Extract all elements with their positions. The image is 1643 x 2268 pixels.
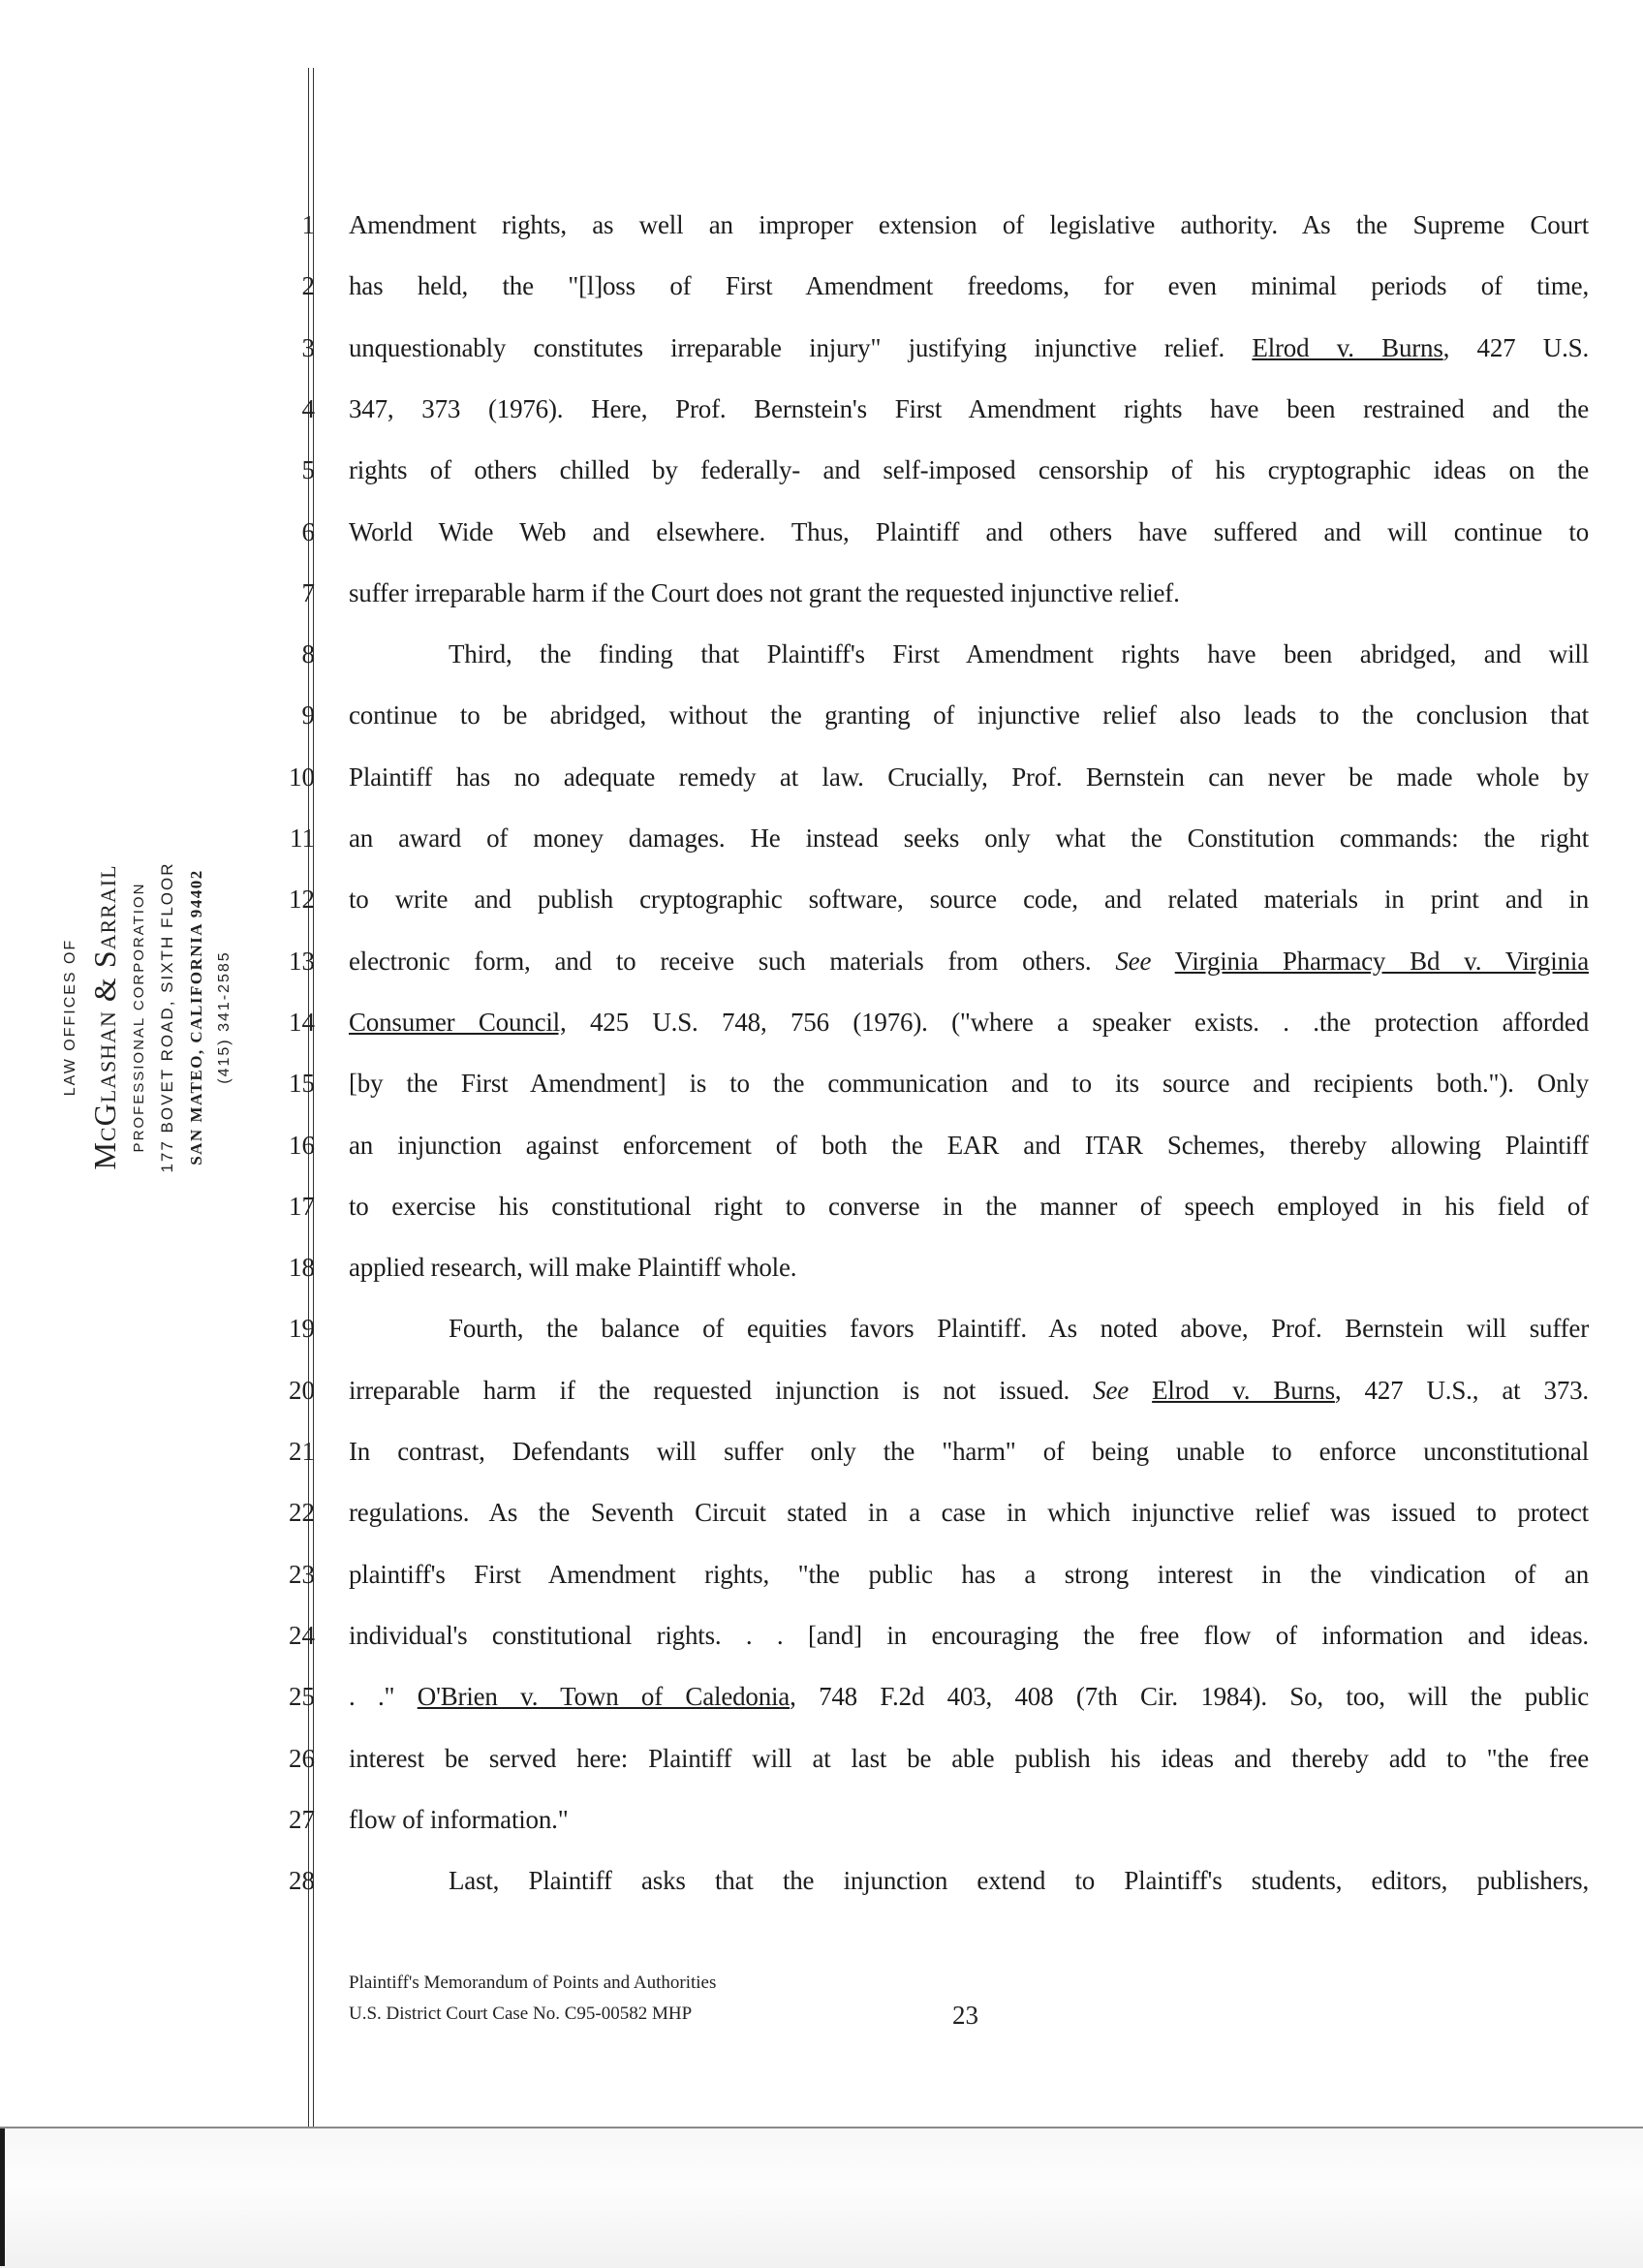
- text-run: unquestionably constitutes irreparable injury" justifying injunctive relief.: [349, 332, 1253, 362]
- line-number: 13: [289, 946, 315, 976]
- text-run: applied research, will make Plaintiff whole.: [349, 1253, 797, 1283]
- text-run: . .": [349, 1682, 418, 1712]
- text-line: [349, 1008, 1589, 1039]
- text-line: [349, 1805, 1589, 1834]
- letterhead-law-offices: LAW OFFICES OF: [62, 938, 78, 1097]
- line-number: 28: [289, 1866, 315, 1896]
- line-number: 16: [289, 1130, 315, 1160]
- text-run: Amendment rights, as well an improper extension of legislative authority. As the Supreme Court: [349, 210, 1589, 239]
- footer-case-number: U.S. District Court Case No. C95-00582 MHP: [349, 2004, 693, 2024]
- letterhead-firm-name: McGlashan & Sarrail: [87, 864, 122, 1170]
- line-number: 26: [289, 1743, 315, 1773]
- line-number: 7: [301, 577, 315, 607]
- text-line: [349, 1069, 1589, 1100]
- line-number: 12: [289, 885, 315, 915]
- text-run: to exercise his constitutional right to converse in the manner of speech employed in his field of: [349, 1191, 1589, 1221]
- signal-word: See: [1093, 1375, 1130, 1405]
- text-run: [by the First Amendment] is to the communication and to its source and recipients both."). Only: [349, 1069, 1589, 1099]
- text-run: regulations. As the Seventh Circuit stated in a case in which injunctive relief was issued to protect: [349, 1498, 1589, 1528]
- line-number: 20: [289, 1375, 315, 1405]
- line-number: 21: [289, 1437, 315, 1466]
- line-number: 15: [289, 1069, 315, 1099]
- case-citation: Elrod v. Burns: [1152, 1375, 1335, 1405]
- text-run: Last, Plaintiff asks that the injunction extend to Plaintiff's students, editors, publishers,: [449, 1866, 1589, 1896]
- case-citation: Virginia Pharmacy Bd v. Virginia: [1174, 946, 1589, 976]
- line-number: 22: [289, 1498, 315, 1528]
- footer-title: Plaintiff's Memorandum of Points and Authorities: [349, 1973, 717, 1993]
- text-run: Plaintiff has no adequate remedy at law. Crucially, Prof. Bernstein can never be made whole by: [349, 761, 1589, 792]
- letterhead-corporation: PROFESSIONAL CORPORATION: [131, 882, 147, 1153]
- text-line: [449, 1314, 1589, 1345]
- text-line: [349, 700, 1589, 731]
- case-citation: O'Brien v. Town of Caledonia: [417, 1682, 790, 1712]
- text-line: [349, 394, 1589, 425]
- text-run: to write and publish cryptographic software, source code, and related materials in print and in: [349, 885, 1589, 915]
- text-line: [349, 455, 1589, 486]
- text-line: [349, 823, 1589, 854]
- text-run: [1151, 947, 1174, 976]
- text-run: In contrast, Defendants will suffer only the "harm" of being unable to enforce unconstitutional: [349, 1437, 1589, 1466]
- text-run: flow of information.": [349, 1804, 569, 1834]
- letterhead-city: SAN MATEO, CALIFORNIA 94402: [187, 869, 205, 1165]
- text-run: , 427 U.S., at 373.: [1334, 1375, 1589, 1405]
- text-run: interest be served here: Plaintiff will at last be able publish his ideas and thereby add to "the free: [349, 1743, 1589, 1773]
- letterhead-address: 177 BOVET ROAD, SIXTH FLOOR: [158, 861, 176, 1173]
- line-number: 17: [289, 1191, 315, 1221]
- line-number: 24: [289, 1620, 315, 1650]
- line-number: 25: [289, 1682, 315, 1712]
- text-line: [349, 947, 1589, 978]
- line-number: 8: [301, 639, 315, 669]
- line-number: 14: [289, 1007, 315, 1037]
- scan-edge-shadow: [0, 2128, 5, 2266]
- text-line: [349, 271, 1589, 302]
- text-line: [349, 1682, 1589, 1713]
- line-number: 3: [301, 332, 315, 362]
- text-line: [449, 639, 1589, 670]
- text-line: [349, 1498, 1589, 1529]
- text-line: [349, 1376, 1589, 1407]
- case-citation: Elrod v. Burns: [1252, 332, 1443, 362]
- text-run: plaintiff's First Amendment rights, "the public has a strong interest in the vindication of an: [349, 1559, 1589, 1589]
- line-number: 9: [301, 700, 315, 730]
- text-line: [349, 885, 1589, 916]
- text-line: [349, 762, 1589, 793]
- text-line: [349, 517, 1589, 548]
- line-number: 6: [301, 516, 315, 546]
- line-number: 19: [289, 1314, 315, 1344]
- firm-letterhead: [58, 727, 252, 1308]
- text-run: individual's constitutional rights. . . [and] in encouraging the free flow of information and ideas.: [349, 1620, 1589, 1650]
- text-run: , 748 F.2d 403, 408 (7th Cir. 1984). So, too, will the public: [790, 1682, 1589, 1712]
- text-run: Fourth, the balance of equities favors Plaintiff. As noted above, Prof. Bernstein will suffer: [449, 1314, 1589, 1344]
- text-run: an injunction against enforcement of both the EAR and ITAR Schemes, thereby allowing Plaintiff: [349, 1130, 1589, 1160]
- page-number: 23: [952, 2001, 978, 2030]
- line-number: 4: [301, 393, 315, 423]
- text-run: has held, the "[l]oss of First Amendment freedoms, for even minimal periods of time,: [349, 271, 1589, 301]
- text-run: World Wide Web and elsewhere. Thus, Plaintiff and others have suffered and will continue to: [349, 516, 1589, 546]
- text-run: , 427 U.S.: [1442, 332, 1589, 362]
- line-number: 23: [289, 1559, 315, 1589]
- text-line: [349, 1253, 1589, 1282]
- text-line: [449, 1866, 1589, 1897]
- line-number: 10: [289, 761, 315, 792]
- text-line: [349, 210, 1589, 241]
- text-run: an award of money damages. He instead seeks only what the Constitution commands: the right: [349, 823, 1589, 853]
- text-run: 347, 373 (1976). Here, Prof. Bernstein's First Amendment rights have been restrained and the: [349, 393, 1589, 423]
- line-number: 27: [289, 1804, 315, 1834]
- line-number: 2: [301, 271, 315, 301]
- text-run: [1129, 1376, 1152, 1405]
- text-run: Third, the finding that Plaintiff's First Amendment rights have been abridged, and will: [449, 639, 1589, 669]
- signal-word: See: [1115, 946, 1152, 976]
- line-number: 18: [289, 1253, 315, 1283]
- line-number: 5: [301, 455, 315, 485]
- text-run: continue to be abridged, without the granting of injunctive relief also leads to the conclusion that: [349, 700, 1589, 730]
- text-line: [349, 1437, 1589, 1468]
- text-run: suffer irreparable harm if the Court does not grant the requested injunctive relief.: [349, 577, 1180, 607]
- text-line: [349, 578, 1589, 607]
- text-run: 425 U.S. 748, 756 (1976). ("where a speaker exists. . .the protection afforded: [566, 1007, 1589, 1037]
- scan-background: [0, 2127, 1643, 2268]
- text-line: [349, 1560, 1589, 1591]
- letterhead-phone: (415) 341-2585: [216, 950, 232, 1084]
- text-line: [349, 1744, 1589, 1775]
- text-run: irreparable harm if the requested injunction is not issued.: [349, 1375, 1094, 1405]
- text-run: electronic form, and to receive such materials from others.: [349, 946, 1116, 976]
- line-number: 11: [290, 823, 315, 853]
- text-line: [349, 333, 1589, 364]
- case-citation: Consumer Council,: [349, 1007, 567, 1037]
- text-line: [349, 1621, 1589, 1652]
- text-line: [349, 1192, 1589, 1223]
- text-line: [349, 1131, 1589, 1162]
- text-run: rights of others chilled by federally- and self-imposed censorship of his cryptographic ideas on the: [349, 455, 1589, 485]
- line-number: 1: [301, 210, 315, 239]
